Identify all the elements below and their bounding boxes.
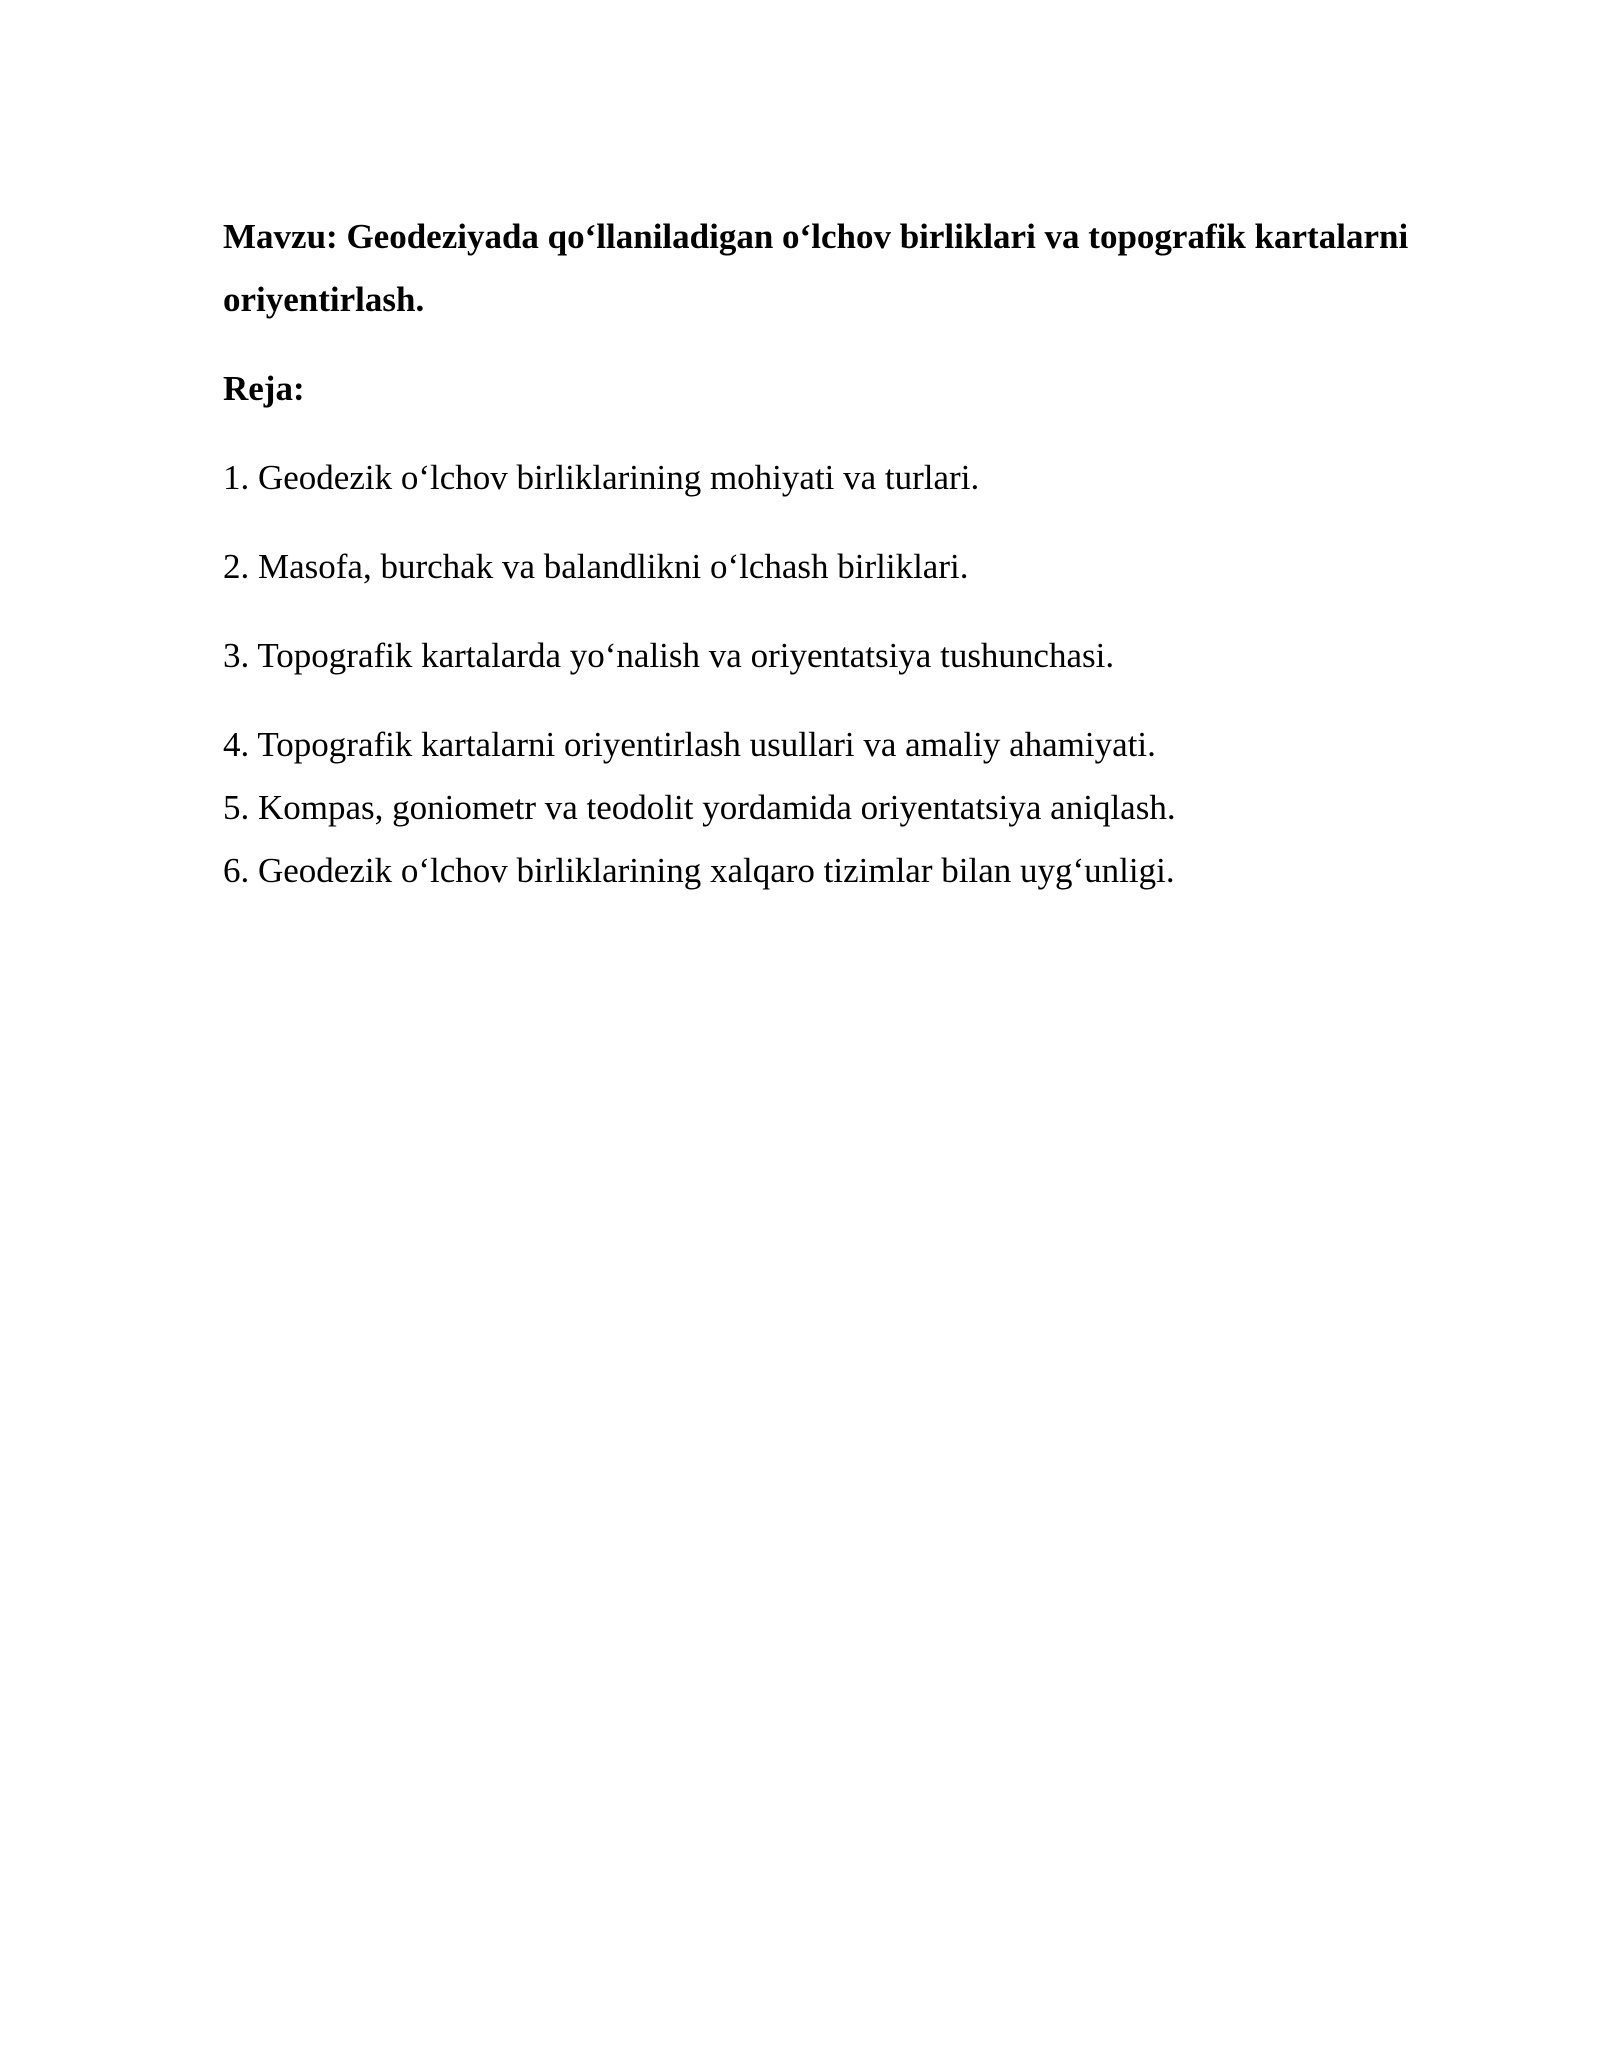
plan-item: 3. Topografik kartalarda yo‘nalish va oriyentatsiya tushunchasi. xyxy=(223,636,1115,675)
plan-item: 5. Kompas, goniometr va teodolit yordamida oriyentatsiya aniqlash. xyxy=(223,788,1176,827)
plan-item: 4. Topografik kartalarni oriyentirlash usullari va amaliy ahamiyati. xyxy=(223,725,1156,764)
plan-item: 6. Geodezik o‘lchov birliklarining xalqaro tizimlar bilan uyg‘unligi. xyxy=(223,851,1175,890)
plan-list xyxy=(223,446,1483,902)
document-content xyxy=(223,205,1483,902)
plan-heading: Reja: xyxy=(223,369,305,408)
plan-item: 1. Geodezik o‘lchov birliklarining mohiyati va turlari. xyxy=(223,458,980,497)
document-title: Mavzu: Geodeziyada qo‘llaniladigan o‘lchov birliklari va topografik kartalarni oriyentirlash. xyxy=(223,217,1409,319)
plan-item: 2. Masofa, burchak va balandlikni o‘lchash birliklari. xyxy=(223,547,969,586)
